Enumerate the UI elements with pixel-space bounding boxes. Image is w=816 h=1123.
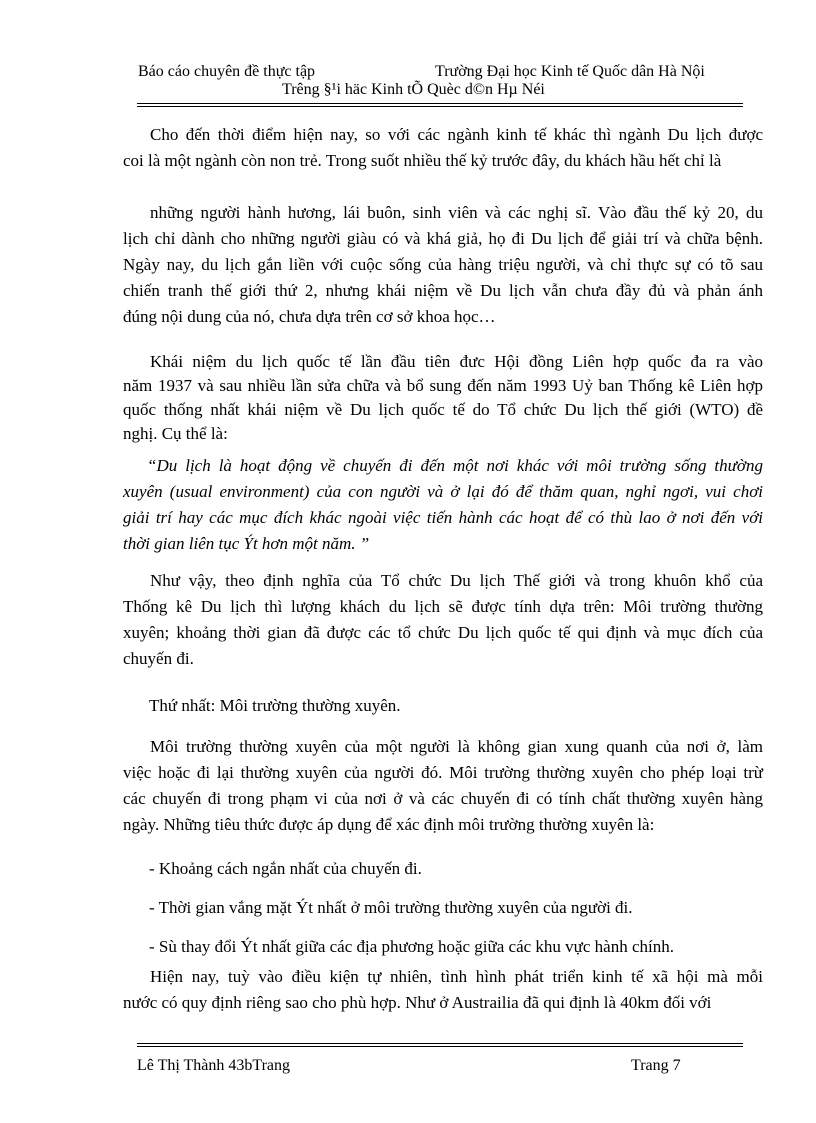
header-right-text: Trường Đại học Kinh tế Quốc dân Hà Nội: [435, 63, 705, 80]
paragraph-line: xuyên; khoảng thời gian đã được các tổ chức Du lịch quốc tế qui định và mục đích của: [123, 623, 763, 642]
paragraph-line: chuyến đi.: [123, 649, 194, 668]
header-subtitle: Trêng §¹i häc Kinh tÕ Quèc d©n Hµ Néi: [282, 81, 545, 98]
paragraph-line: các chuyến đi trong phạm vi của nơi ở và các chuyến đi có tính chất thường xuyên hàng: [123, 789, 763, 808]
paragraph-line: ngày. Những tiêu thức được áp dụng để xác định môi trường thường xuyên là:: [123, 815, 655, 834]
quote-line: thời gian liên tục Ýt hơn một năm. ”: [123, 534, 370, 553]
paragraph-line: năm 1937 và sau nhiều lần sửa chữa và bổ sung đến năm 1993 Uỷ ban Thống kê Liên hợp: [123, 376, 763, 395]
footer-author: Lê Thị Thành 43bTrang: [137, 1057, 291, 1074]
paragraph-line: đúng nội dung của nó, chưa dựa trên cơ sở khoa học…: [123, 307, 496, 326]
header-divider-bottom: [137, 106, 743, 107]
section-heading: Thứ nhất: Môi trường thường xuyên.: [149, 696, 401, 715]
paragraph-line: coi là một ngành còn non trẻ. Trong suốt nhiều thế kỷ trước đây, du khách hầu hết chỉ là: [123, 151, 722, 170]
footer-page-number: Trang 7: [631, 1057, 681, 1074]
paragraph-line: nghị. Cụ thể là:: [123, 424, 228, 443]
paragraph-3: [123, 350, 763, 446]
bullet-item: - Sù thay đổi Ýt nhất giữa các địa phương hoặc giữa các khu vực hành chính.: [149, 937, 674, 956]
footer-divider-bottom: [137, 1046, 743, 1047]
quote-line: giải trí hay các mục đích khác ngoài việc tiến hành các hoạt để có thù lao ở nơi đến với: [123, 508, 763, 527]
paragraph-line: Cho đến thời điểm hiện nay, so với các ngành kinh tế khác thì ngành Du lịch được: [150, 125, 763, 144]
paragraph-line: lịch chỉ dành cho những người giàu có và khá giả, họ đi Du lịch để giải trí và chữa bệnh.: [123, 229, 763, 248]
footer-divider-top: [137, 1043, 743, 1044]
paragraph-line: việc hoặc đi lại thường xuyên của người đó. Môi trường thường xuyên cho phép loại trừ: [123, 763, 763, 782]
paragraph-line: Hiện nay, tuỳ vào điều kiện tự nhiên, tình hình phát triển kinh tế xã hội mà mỗi: [150, 967, 763, 986]
paragraph-5: [123, 734, 763, 838]
paragraph-4: [123, 568, 763, 672]
header-divider-top: [137, 103, 743, 104]
quote-line: xuyên (usual environment) của con người và ở lại đó để thăm quan, nghỉ ngơi, vui chơi: [123, 482, 763, 501]
paragraph-6: [123, 964, 763, 1016]
paragraph-line: quốc thống nhất khái niệm về Du lịch quốc tế do Tổ chức Du lịch thế giới (WTO) đề: [123, 400, 763, 419]
paragraph-line: nước có quy định riêng sao cho phù hợp. Như ở Austrailia đã qui định là 40km đối với: [123, 993, 712, 1012]
paragraph-line: những người hành hương, lái buôn, sinh viên và các nghị sĩ. Vào đầu thế kỷ 20, du: [150, 203, 763, 222]
paragraph-1: [123, 122, 763, 174]
paragraph-line: Như vậy, theo định nghĩa của Tổ chức Du lịch Thế giới và trong khuôn khổ của: [150, 571, 763, 590]
bullet-item: - Khoảng cách ngắn nhất của chuyến đi.: [149, 859, 422, 878]
header-left-text: Báo cáo chuyên đề thực tập: [138, 63, 316, 80]
paragraph-line: Khái niệm du lịch quốc tế lần đầu tiên đưc Hội đồng Liên hợp quốc đa ra vào: [150, 352, 763, 371]
paragraph-line: chiến tranh thế giới thứ 2, nhưng khái niệm về Du lịch vẫn chưa đầy đủ và phản ánh: [123, 281, 763, 300]
definition-quote: [123, 453, 763, 557]
quote-line: “Du lịch là hoạt động về chuyến đi đến một nơi khác với môi trường sống thường: [147, 456, 763, 475]
paragraph-line: Môi trường thường xuyên của một người là không gian xung quanh của nơi ở, làm: [150, 737, 763, 756]
bullet-item: - Thời gian vắng mặt Ýt nhất ở môi trường thường xuyên của người đi.: [149, 898, 633, 917]
paragraph-2: [123, 200, 763, 330]
paragraph-line: Thống kê Du lịch thì lượng khách du lịch sẽ được tính dựa trên: Môi trường thường: [123, 597, 763, 616]
paragraph-line: Ngày nay, du lịch gắn liền với cuộc sống của hàng triệu người, và chỉ thực sự có tõ sau: [123, 255, 763, 274]
